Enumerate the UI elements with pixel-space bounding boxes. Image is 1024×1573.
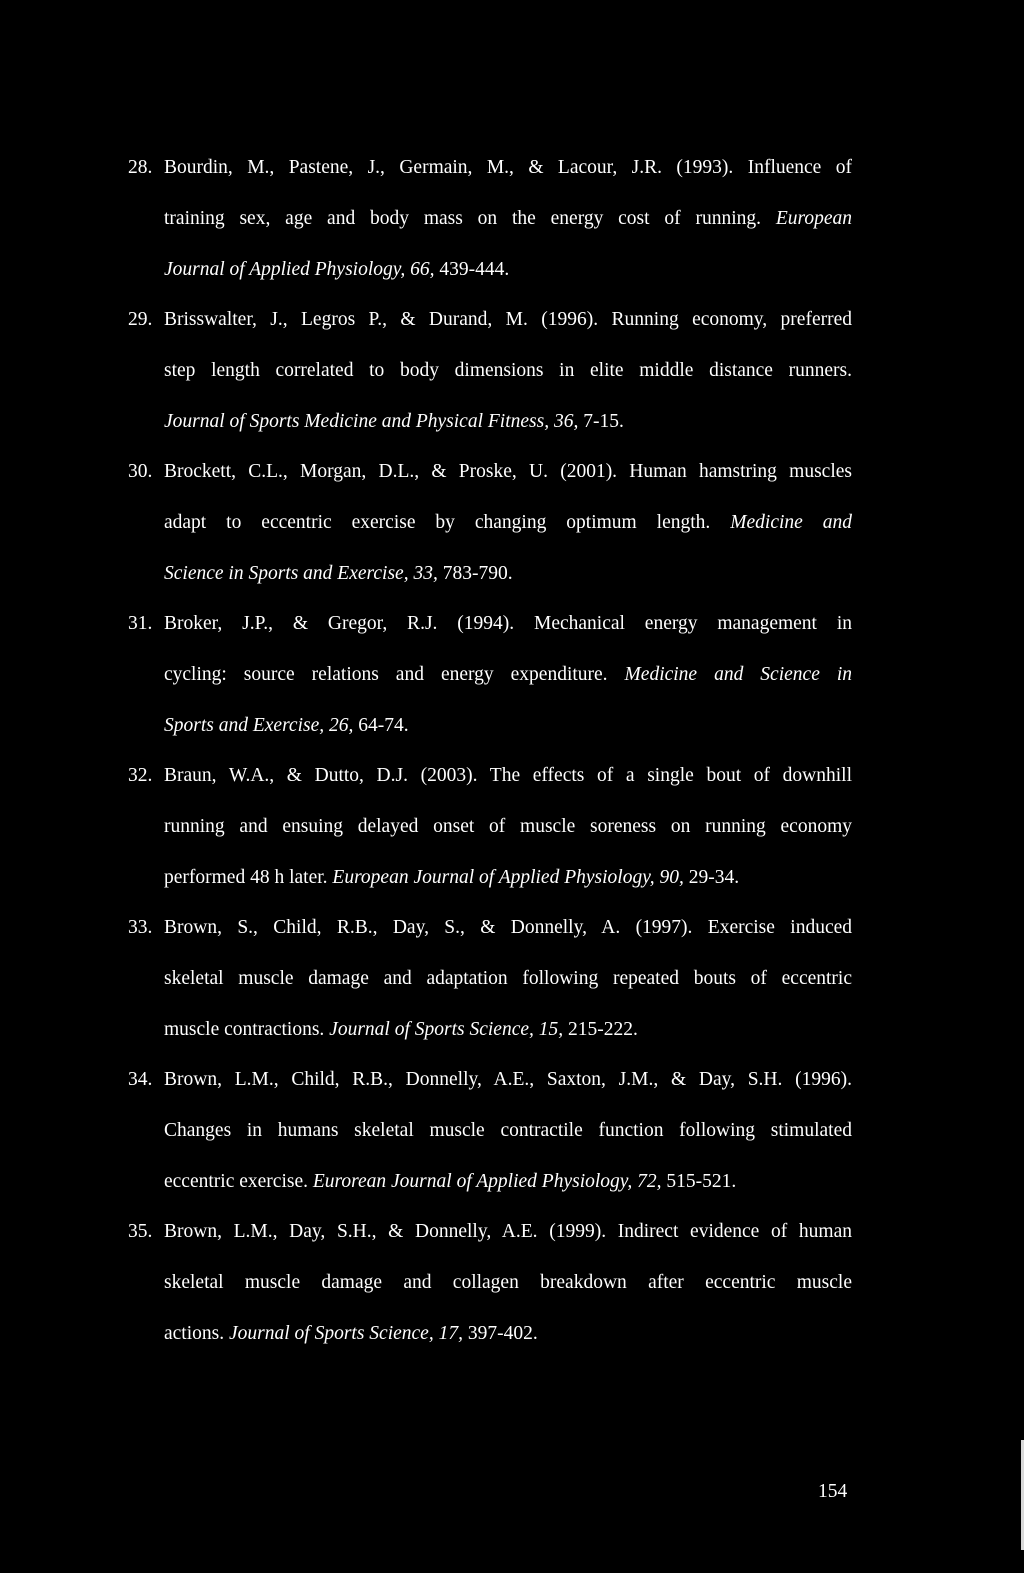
journal-title: Journal of Sports Science, 17, [228,1323,463,1344]
reference-line: skeletal muscle damage and adaptation following repeated bouts of eccentric [164,968,852,989]
journal-title: Journal of Sports Science, 15, [329,1019,564,1040]
journal-title: European [775,208,853,229]
reference-number: 30. [128,461,153,482]
reference-line: Journal of Applied Physiology, 66, 439-444. [164,259,510,280]
journal-title: Journal of Applied Physiology, 66, [164,259,435,280]
reference-number: 32. [128,765,153,786]
reference-line: Sports and Exercise, 26, 64-74. [164,715,409,736]
reference-line: muscle contractions. Journal of Sports Science, 15, 215-222. [164,1019,638,1040]
journal-title: Sports and Exercise, 26, [164,715,354,736]
reference-line: 33. Brown, S., Child, R.B., Day, S., & Donnelly, A. (1997). Exercise induced [128,917,852,938]
reference-number: 34. [128,1069,153,1090]
page-number: 154 [818,1481,848,1502]
reference-line: 32. Braun, W.A., & Dutto, D.J. (2003). The effects of a single bout of downhill [128,765,852,786]
reference-line: 28. Bourdin, M., Pastene, J., Germain, M., & Lacour, J.R. (1993). Influence of [128,157,852,178]
reference-number: 35. [128,1221,153,1242]
reference-number: 28. [128,157,153,178]
reference-line: cycling: source relations and energy expenditure. Medicine and Science in [164,664,852,685]
reference-line: actions. Journal of Sports Science, 17, 397-402. [164,1323,538,1344]
journal-title: European Journal of Applied Physiology, 90, [332,867,684,888]
reference-line: step length correlated to body dimensions in elite middle distance runners. [164,360,852,381]
reference-line: performed 48 h later. European Journal of Applied Physiology, 90, 29-34. [164,867,740,888]
reference-line: 31. Broker, J.P., & Gregor, R.J. (1994). Mechanical energy management in [128,613,852,634]
journal-title: Medicine and [730,512,852,533]
reference-line: training sex, age and body mass on the energy cost of running. European [164,208,853,229]
reference-line: adapt to eccentric exercise by changing optimum length. Medicine and [164,512,852,533]
reference-line: Science in Sports and Exercise, 33, 783-790. [164,563,513,584]
journal-title: Science in Sports and Exercise, 33, [164,563,438,584]
reference-line: 35. Brown, L.M., Day, S.H., & Donnelly, A.E. (1999). Indirect evidence of human [128,1221,852,1242]
reference-number: 29. [128,309,153,330]
reference-line: Journal of Sports Medicine and Physical Fitness, 36, 7-15. [164,411,624,432]
reference-line: 30. Brockett, C.L., Morgan, D.L., & Proske, U. (2001). Human hamstring muscles [128,461,852,482]
reference-number: 33. [128,917,153,938]
reference-line: 29. Brisswalter, J., Legros P., & Durand, M. (1996). Running economy, preferred [128,309,852,330]
reference-line: 34. Brown, L.M., Child, R.B., Donnelly, A.E., Saxton, J.M., & Day, S.H. (1996). [128,1069,852,1090]
reference-line: skeletal muscle damage and collagen breakdown after eccentric muscle [164,1272,852,1293]
journal-title: Eurorean Journal of Applied Physiology, 72, [312,1171,662,1192]
journal-title: Journal of Sports Medicine and Physical Fitness, 36, [164,411,579,432]
reference-line: running and ensuing delayed onset of muscle soreness on running economy [164,816,852,837]
reference-line: eccentric exercise. Eurorean Journal of Applied Physiology, 72, 515-521. [164,1171,737,1192]
reference-line: Changes in humans skeletal muscle contractile function following stimulated [164,1120,852,1141]
journal-title: Medicine and Science in [624,664,852,685]
reference-number: 31. [128,613,153,634]
